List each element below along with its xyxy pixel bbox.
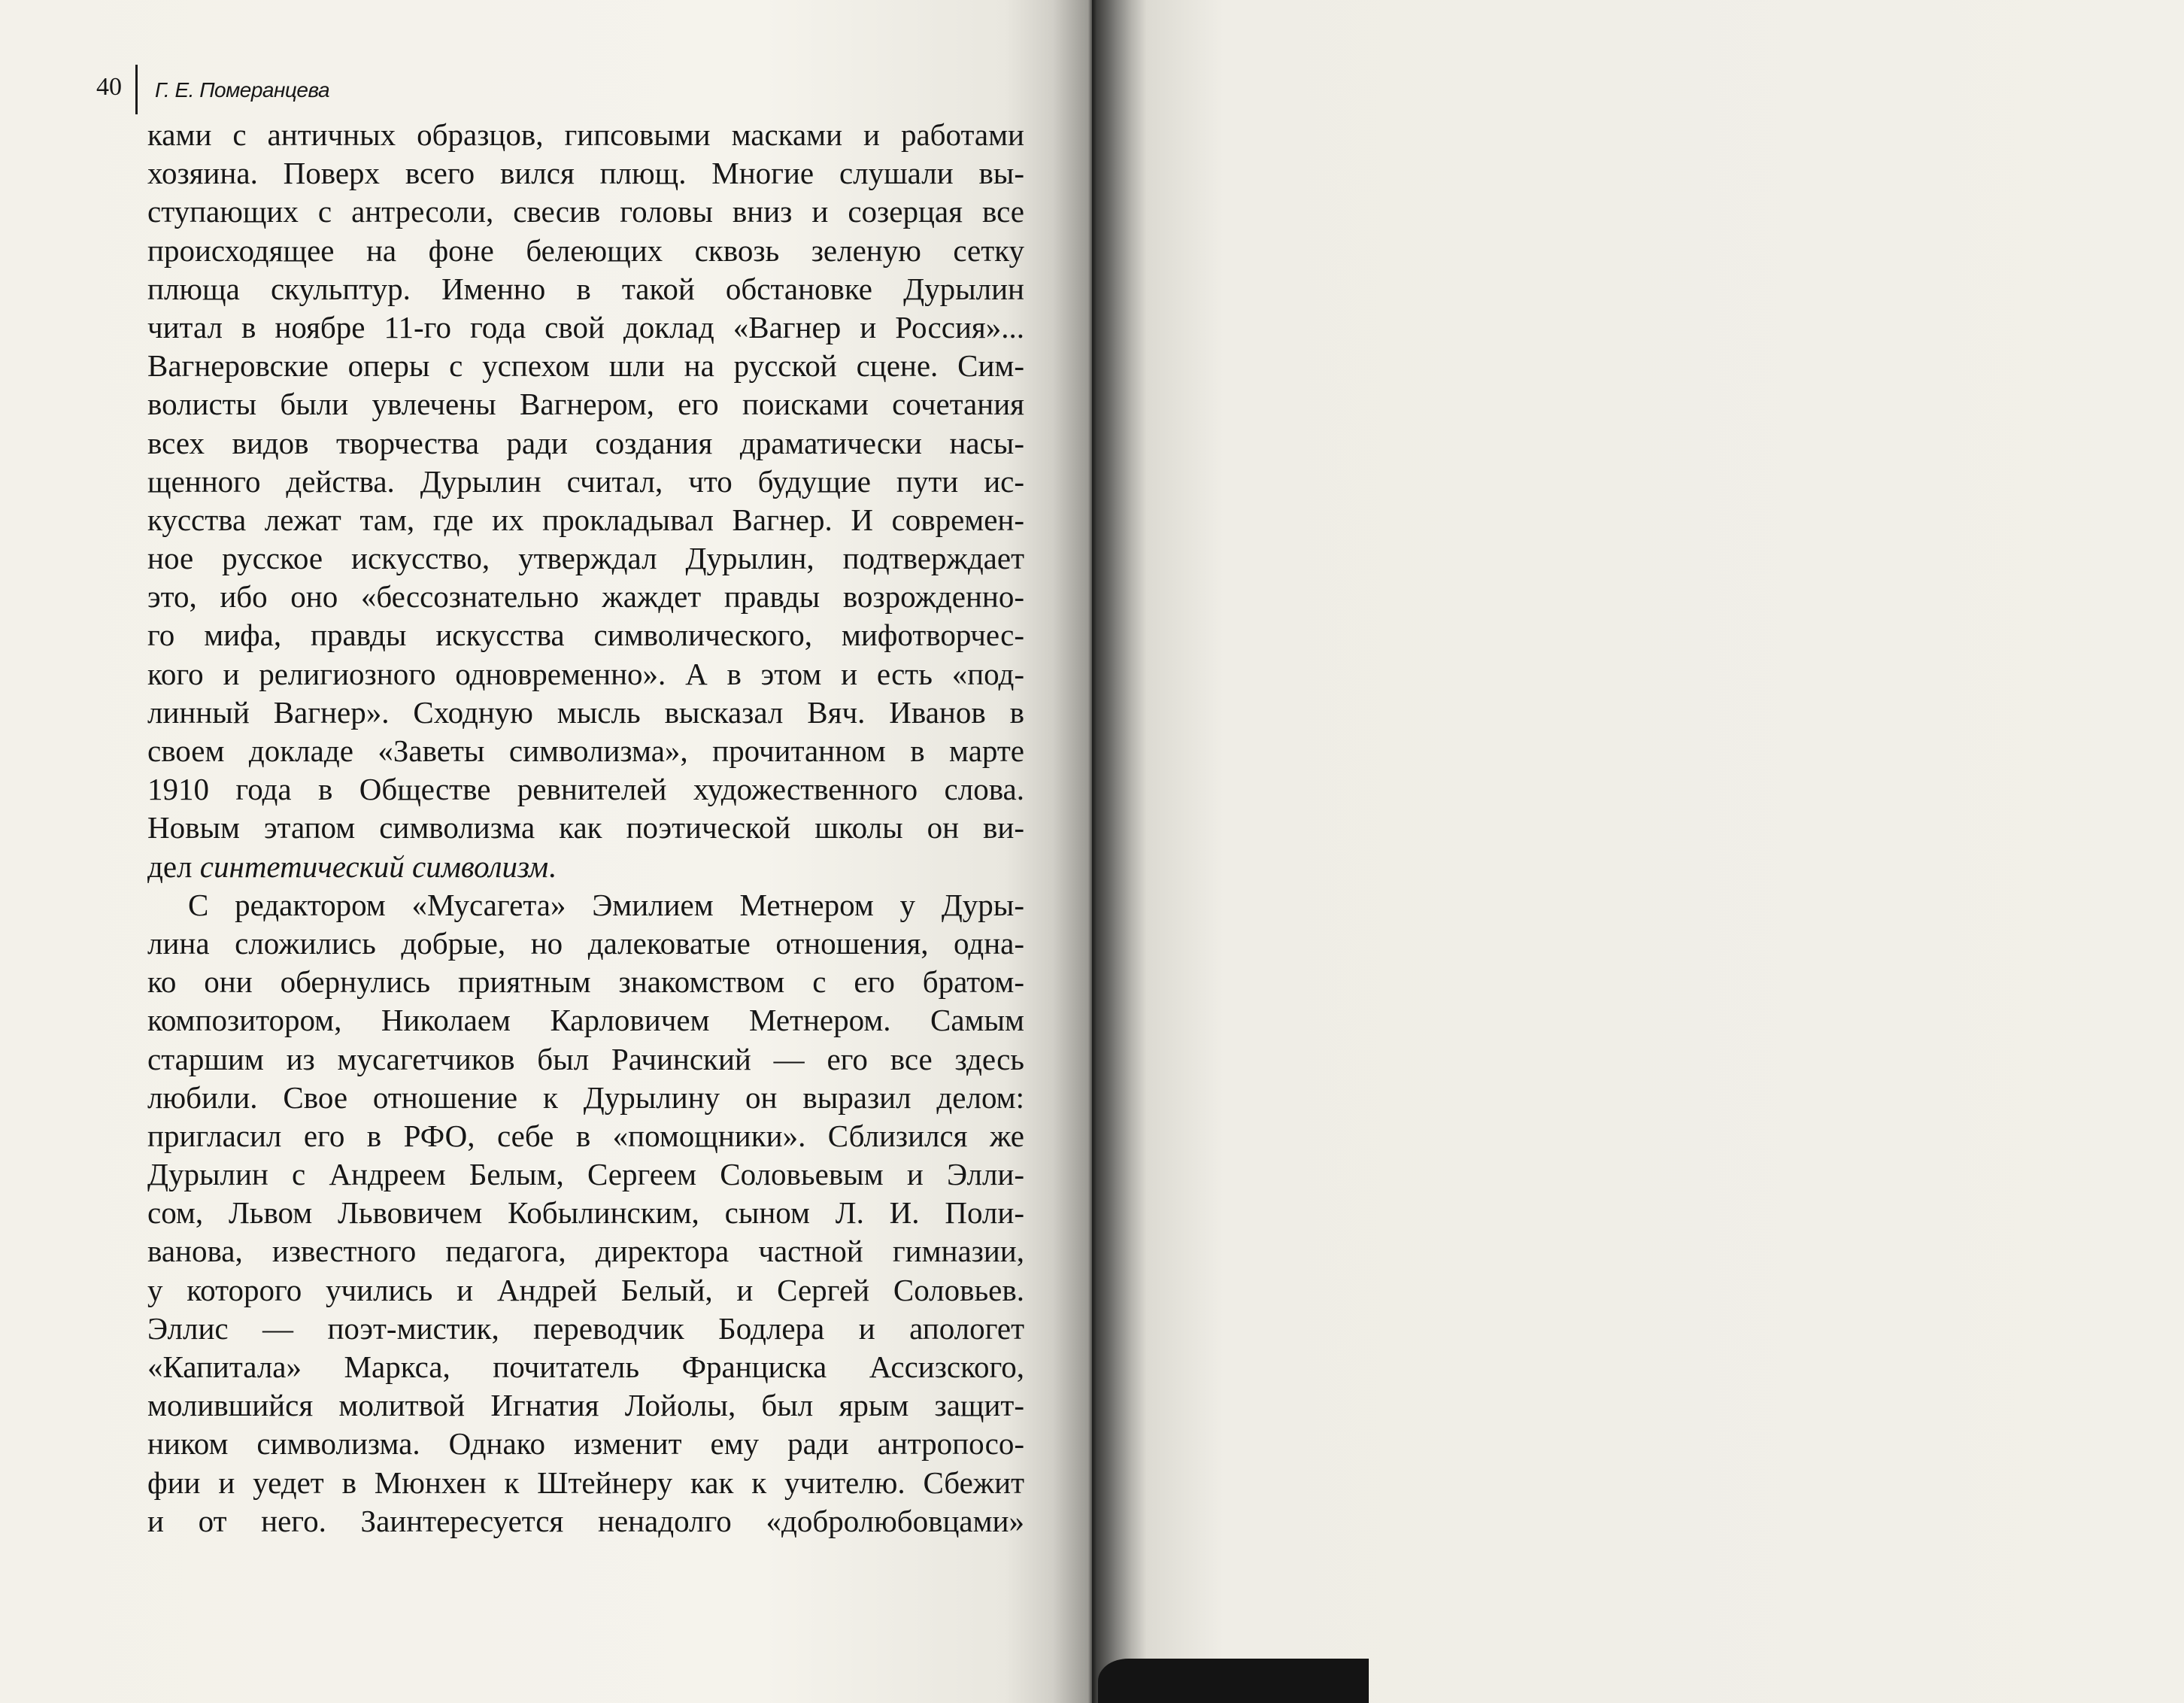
text-span: . — [548, 848, 557, 884]
text-line: всех видов творчества ради создания драматически насы- — [147, 425, 1024, 460]
text-line: 1910 года в Обществе ревнителей художественного слова. — [147, 772, 1024, 807]
text-line: Вагнеровские оперы с успехом шли на русской сцене. Сим- — [147, 348, 1024, 384]
text-line: ками с античных образцов, гипсовыми масками и работами — [147, 117, 1024, 152]
text-line: щенного действа. Дурылин считал, что будущие пути ис- — [147, 463, 1024, 499]
text-line: кого и религиозного одновременно». А в этом и есть «под- — [147, 656, 1024, 691]
italic-term: синтетический символизм — [199, 848, 549, 884]
text-line: го мифа, правды искусства символического, мифотворчес- — [147, 618, 1024, 653]
page-edge-shadow — [1098, 1659, 1369, 1703]
text-line: читал в ноябре 11-го года свой доклад «Вагнер и Россия»... — [147, 309, 1024, 345]
text-line: ко они обернулись приятным знакомством с его братом- — [147, 964, 1024, 1000]
text-line: лина сложились добрые, но далековатые отношения, одна- — [147, 925, 1024, 961]
text-line: своем докладе «Заветы символизма», прочитанном в марте — [147, 733, 1024, 768]
text-line: Новым этапом символизма как поэтической школы он ви- — [147, 810, 1024, 845]
header-divider — [135, 65, 138, 114]
text-span: дел — [147, 848, 200, 884]
text-line: волисты были увлечены Вагнером, его поисками сочетания — [147, 387, 1024, 422]
text-line: у которого учились и Андрей Белый, и Сергей Соловьев. — [147, 1272, 1024, 1307]
page-number: 40 — [96, 73, 122, 101]
text-line: плюща скульптур. Именно в такой обстановке Дурылин — [147, 271, 1024, 306]
text-line — [147, 848, 1024, 886]
text-line: ное русское искусство, утверждал Дурылин, подтверждает — [147, 541, 1024, 576]
text-line: С редактором «Мусагета» Эмилием Метнером у Дуры- — [188, 887, 1024, 922]
text-line: любили. Свое отношение к Дурылину он выразил делом: — [147, 1079, 1024, 1115]
text-line: композитором, Николаем Карловичем Метнером. Самым — [147, 1003, 1024, 1038]
text-line: линный Вагнер». Сходную мысль высказал Вяч. Иванов в — [147, 694, 1024, 730]
text-line: кусства лежат там, где их прокладывал Вагнер. И современ- — [147, 502, 1024, 537]
left-page-body — [147, 116, 1024, 1541]
running-head: Г. Е. Померанцева — [155, 78, 330, 102]
text-line: Дурылин с Андреем Белым, Сергеем Соловьевым и Элли- — [147, 1157, 1024, 1192]
text-line: старшим из мусагетчиков был Рачинский — его все здесь — [147, 1041, 1024, 1076]
text-line: ванова, известного педагога, директора частной гимназии, — [147, 1234, 1024, 1269]
text-line: это, ибо оно «бессознательно жаждет правды возрожденно- — [147, 579, 1024, 615]
text-line: «Капитала» Маркса, почитатель Франциска Ассизского, — [147, 1349, 1024, 1384]
paragraph — [147, 886, 1024, 1541]
paragraph — [147, 116, 1024, 848]
spine-shadow — [1053, 0, 1131, 1703]
text-line: фии и уедет в Мюнхен к Штейнеру как к учителю. Сбежит — [147, 1465, 1024, 1500]
text-line: и от него. Заинтересуется ненадолго «добролюбовцами» — [147, 1503, 1024, 1538]
text-line: ступающих с антресоли, свесив головы вниз и созерцая все — [147, 194, 1024, 229]
text-line: сом, Львом Львовичем Кобылинским, сыном Л. И. Поли- — [147, 1195, 1024, 1231]
text-line: Эллис — поэт-мистик, переводчик Бодлера и апологет — [147, 1310, 1024, 1346]
text-line: происходящее на фоне белеющих сквозь зеленую сетку — [147, 232, 1024, 268]
text-line: пригласил его в РФО, себе в «помощники». Сблизился же — [147, 1118, 1024, 1153]
text-line: ником символизма. Однако изменит ему ради антропосо- — [147, 1426, 1024, 1462]
text-line: молившийся молитвой Игнатия Лойолы, был ярым защит- — [147, 1388, 1024, 1423]
text-line: хозяина. Поверх всего вился плющ. Многие слушали вы- — [147, 156, 1024, 191]
right-page — [1092, 0, 2184, 1703]
